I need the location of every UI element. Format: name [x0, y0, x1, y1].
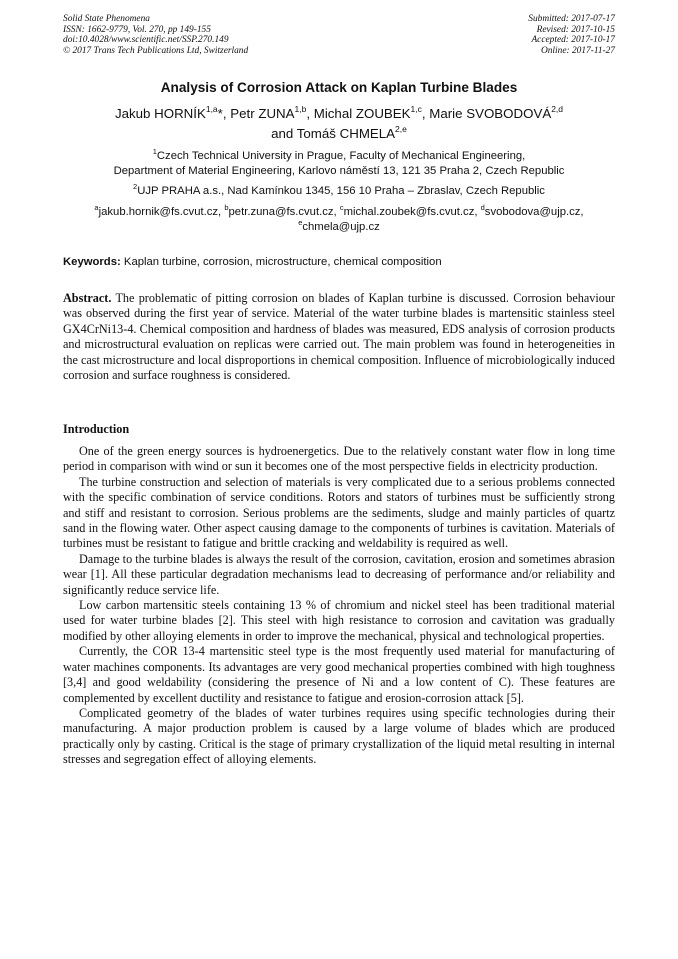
email-link[interactable]: $^e$chmela@ujp.cz — [298, 218, 380, 233]
revised-date: Revised: 2017-10-15 — [536, 24, 615, 35]
introduction-body — [63, 444, 615, 768]
author: Marie SVOBODOVÁ$^{2,d}$ — [429, 104, 564, 121]
paragraph: Low carbon martensitic steels containing 13 % of chromium and nickel steel has been traditional material used for water turbine blades [2]. This steel with high resistance to corrosion and cavitation was gradually modified by other alloying elements in order to improve the mechanical, physical and technological properties. — [63, 598, 615, 643]
abstract-label: Abstract. — [63, 291, 112, 305]
submitted-date: Submitted: 2017-07-17 — [528, 14, 615, 24]
online-date: Online: 2017-11-27 — [540, 45, 615, 56]
keywords-label: Keywords: — [63, 256, 121, 268]
accepted-date: Accepted: 2017-10-17 — [531, 35, 615, 46]
paragraph: Currently, the COR 13-4 martensitic steel type is the most frequently used material for manufacturing of water machines components. Its advantages are very good mechanical properties combined with high toughness [3,4] and good weldability (considering the presence of Ni and a low content of C). These features are complemented by excellent ductility and resistance to fatigue and erosion-corrosion attack [5]. — [63, 644, 615, 705]
author: Jakub HORNÍK$^{1,a}$*, — [114, 104, 231, 121]
publication-dates — [528, 14, 615, 56]
abstract — [63, 291, 615, 383]
journal-name: Solid State Phenomena — [63, 14, 150, 24]
author: Michal ZOUBEK$^{1,c}$, — [313, 104, 430, 121]
author-list — [40, 104, 638, 144]
author-emails — [40, 205, 638, 235]
keywords — [63, 256, 615, 268]
author: and Tomáš CHMELA$^{2,e}$ — [271, 124, 407, 141]
doi-line: doi:10.4028/www.scientific.net/SSP.270.149 — [63, 35, 229, 46]
email-link[interactable]: $^c$michal.zoubek@fs.cvut.cz, — [339, 203, 481, 218]
paragraph: Damage to the turbine blades is always the result of the corrosion, cavitation, erosion and sometimes abrasion wear [1]. All these particular degradation mechanisms lead to decreasing of performance and/or reliability and significantly reduce service life. — [63, 551, 615, 597]
abstract-text: The problematic of pitting corrosion on blades of Kaplan turbine is discussed. Corrosion behaviour was observed during the first year of service. Material of the water turbine blades is martensitic stainless steel GX4CrNi13-4. Chemical composition and hardness of blades was measured, EDS analysis of corrosion products and microstructural evaluation on replicas were carried out. The main problem was found in heterogeneities in the cast microstructure and local disproportions in chemical composition. Influence of microbiologically induced corrosion and surface roughness is considered. — [63, 291, 615, 383]
paper-title: Analysis of Corrosion Attack on Kaplan Turbine Blades — [160, 80, 518, 95]
affiliation-1: $^1$Czech Technical University in Prague, Faculty of Mechanical Engineering, Department of Material Engineering, Karlovo náměstí 13, 121 35 Praha 2, Czech Republic — [113, 147, 565, 177]
journal-info — [63, 14, 248, 56]
paragraph: The turbine construction and selection of materials is very complicated due to a serious problems connected with the specific combination of service conditions. Rotors and stators of turbines must be sufficiently strong and stiff and resistant to corrosion. Serious problems are the sediments, sludge and mainly particles of quartz sand in the flowing water. Other aspect causing damage to the components of turbines is cavitation. Materials of turbines must be resistant to fatigue and brittle cracking and weldability is required as well. — [63, 474, 615, 551]
paragraph: One of the green energy sources is hydroenergetics. Due to the relatively constant water flow in long time period in comparison with wind or sun it becomes one of the most perspective fields in electricity production. — [63, 444, 615, 474]
section-heading-introduction: Introduction — [63, 422, 130, 436]
keywords-text: Kaplan turbine, corrosion, microstructure, chemical composition — [120, 256, 442, 268]
copyright-line: © 2017 Trans Tech Publications Ltd, Switzerland — [63, 45, 249, 56]
affiliation-2: $^2$UJP PRAHA a.s., Nad Kamínkou 1345, 156 10 Praha – Zbraslav, Czech Republic — [133, 182, 545, 197]
email-link[interactable]: $^a$jakub.hornik@fs.cvut.cz, — [94, 203, 225, 218]
author: Petr ZUNA$^{1,b}$, — [230, 104, 314, 121]
email-link[interactable]: $^b$petr.zuna@fs.cvut.cz, — [224, 203, 340, 218]
paragraph: Complicated geometry of the blades of water turbines requires using specific technologies during their manufacturing. A major production problem is caused by a large volume of blades which are produced practically only by casting. Critical is the stage of primary crystallization of the liquid metal resulting in internal stresses and segregation effect of alloying elements. — [63, 705, 615, 767]
email-link[interactable]: $^d$svobodova@ujp.cz, — [480, 203, 584, 218]
issn-line: ISSN: 1662-9779, Vol. 270, pp 149-155 — [63, 24, 211, 35]
